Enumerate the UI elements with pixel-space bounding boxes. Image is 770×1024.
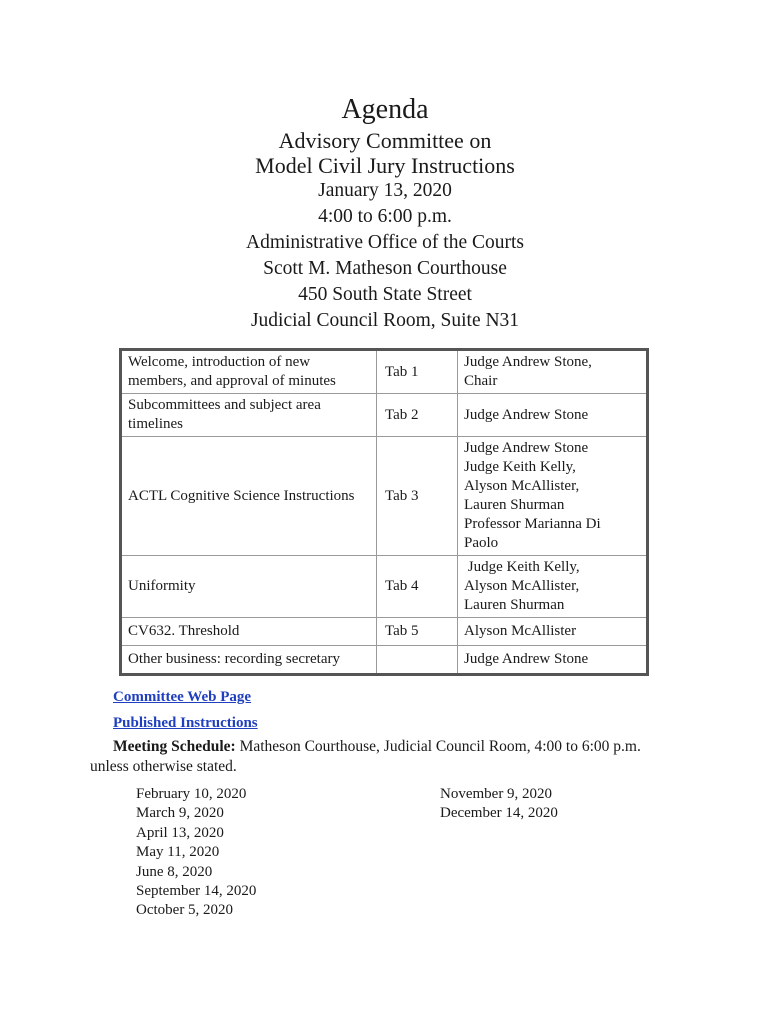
agenda-table	[119, 348, 649, 676]
list-item: September 14, 2020	[136, 883, 257, 900]
list-item: December 14, 2020	[440, 805, 558, 822]
meeting-street: 450 South State Street	[298, 284, 472, 305]
presenter-line: Lauren Shurman	[464, 597, 565, 613]
table-row	[121, 437, 648, 556]
list-item: October 5, 2020	[136, 902, 234, 919]
meeting-time: 4:00 to 6:00 p.m.	[318, 206, 452, 227]
meeting-building: Scott M. Matheson Courthouse	[263, 258, 507, 279]
agenda-item: Subcommittees and subject area timelines	[121, 394, 377, 437]
presenter-line: Professor Marianna Di	[464, 516, 601, 532]
presenter	[458, 350, 648, 394]
list-item: November 9, 2020	[440, 786, 553, 802]
schedule-text: Matheson Courthouse, Judicial Council Room, 4:00 to 6:00 p.m.	[235, 738, 641, 755]
table-row	[121, 646, 648, 675]
list-item: February 10, 2020	[136, 786, 247, 802]
presenter-line: Chair	[464, 373, 498, 389]
presenter-line: Alyson McAllister	[464, 623, 577, 639]
schedule-text-continued: unless otherwise stated.	[90, 758, 237, 775]
tab-reference: Tab 5	[377, 618, 458, 646]
presenter	[458, 556, 648, 618]
schedule-dates-left	[136, 785, 256, 921]
agenda-item: CV632. Threshold	[121, 618, 377, 646]
agenda-item: Other business: recording secretary	[121, 646, 377, 675]
presenter-line: Lauren Shurman	[464, 497, 565, 513]
committee-name-line-1: Advisory Committee on	[278, 128, 492, 153]
committee-links	[113, 684, 258, 736]
agenda-item: ACTL Cognitive Science Instructions	[121, 437, 377, 556]
presenter-line: Alyson McAllister,	[464, 578, 580, 594]
schedule-label: Meeting Schedule:	[113, 738, 236, 755]
table-row	[121, 618, 648, 646]
list-item: March 9, 2020	[136, 805, 224, 822]
committee-name-line-2: Model Civil Jury Instructions	[255, 153, 515, 178]
presenter-line: Alyson McAllister,	[464, 478, 580, 494]
presenter-line: Judge Andrew Stone	[464, 440, 589, 456]
tab-reference: Tab 2	[377, 394, 458, 437]
agenda-item: Welcome, introduction of new members, and approval of minutes	[121, 350, 377, 394]
presenter	[458, 618, 648, 646]
presenter	[458, 394, 648, 437]
presenter-line: Judge Andrew Stone	[464, 651, 589, 667]
presenter-line: Judge Andrew Stone	[464, 406, 589, 423]
presenter-line: Paolo	[464, 535, 499, 551]
meeting-room: Judicial Council Room, Suite N31	[250, 310, 520, 331]
meeting-office: Administrative Office of the Courts	[246, 232, 524, 253]
schedule-dates-right	[440, 785, 558, 824]
presenter	[458, 437, 648, 556]
table-row	[121, 394, 648, 437]
tab-reference	[377, 646, 458, 675]
tab-reference: Tab 3	[377, 437, 458, 556]
presenter	[458, 646, 648, 675]
tab-reference: Tab 4	[377, 556, 458, 618]
table-row	[121, 556, 648, 618]
agenda-item: Uniformity	[121, 556, 377, 618]
page-title: Agenda	[341, 94, 429, 125]
table-row	[121, 350, 648, 394]
list-item: April 13, 2020	[136, 824, 224, 841]
presenter-line: Judge Keith Kelly,	[464, 559, 580, 575]
presenter-line: Judge Keith Kelly,	[464, 459, 576, 475]
presenter-line: Judge Andrew Stone,	[464, 354, 592, 370]
meeting-date: January 13, 2020	[318, 180, 452, 201]
published-instructions-link[interactable]: Published Instructions	[113, 715, 258, 731]
list-item: May 11, 2020	[136, 844, 220, 861]
list-item: June 8, 2020	[136, 863, 213, 880]
meeting-schedule	[90, 737, 690, 777]
tab-reference: Tab 1	[377, 350, 458, 394]
agenda-header	[0, 92, 770, 334]
committee-web-page-link[interactable]: Committee Web Page	[113, 689, 252, 705]
